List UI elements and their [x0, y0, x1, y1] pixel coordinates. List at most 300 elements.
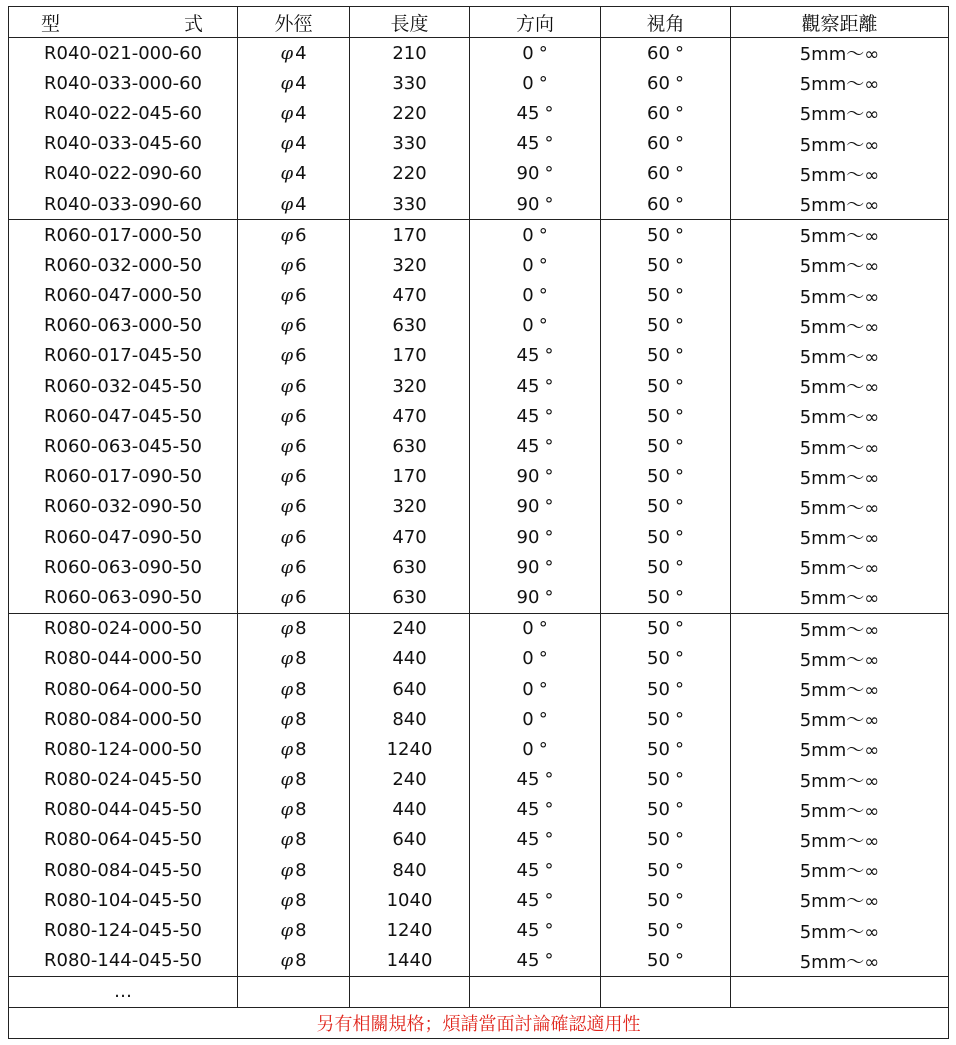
- degree-symbol: °: [674, 889, 684, 911]
- direction-cell: [470, 734, 601, 764]
- phi-symbol: φ: [280, 769, 294, 791]
- phi-symbol: φ: [280, 496, 294, 518]
- model-cell: R060-017-045-50: [9, 341, 238, 371]
- direction-value: 0: [522, 285, 534, 307]
- view-angle-cell: [601, 613, 731, 644]
- direction-cell: [470, 431, 601, 461]
- length-cell: 170: [350, 220, 470, 251]
- degree-symbol: °: [538, 648, 548, 670]
- table-row: [9, 38, 949, 69]
- degree-symbol: °: [674, 102, 684, 124]
- degree-symbol: °: [544, 133, 554, 155]
- direction-cell: [470, 220, 601, 251]
- direction-cell: [470, 341, 601, 371]
- diameter-cell: [238, 38, 350, 69]
- diameter-cell: [238, 431, 350, 461]
- view-angle-value: 60: [647, 133, 670, 155]
- header-length: 長度: [350, 7, 470, 38]
- table-row: [9, 431, 949, 461]
- degree-symbol: °: [544, 466, 554, 488]
- view-angle-value: 50: [647, 375, 670, 397]
- direction-value: 90: [516, 193, 540, 215]
- empty-cell: [731, 976, 949, 1007]
- diameter-value: 6: [295, 526, 307, 548]
- degree-symbol: °: [538, 678, 548, 700]
- length-cell: 330: [350, 129, 470, 159]
- table-row: [9, 885, 949, 915]
- view-angle-value: 60: [647, 72, 670, 94]
- degree-symbol: °: [538, 618, 548, 640]
- distance-cell: 5mm～∞: [731, 220, 949, 251]
- view-angle-value: 50: [647, 436, 670, 458]
- degree-symbol: °: [674, 193, 684, 215]
- view-angle-cell: [601, 250, 731, 280]
- model-cell: R060-032-045-50: [9, 371, 238, 401]
- view-angle-cell: [601, 552, 731, 582]
- view-angle-value: 50: [647, 648, 670, 670]
- header-distance: 觀察距離: [731, 7, 949, 38]
- view-angle-value: 50: [647, 405, 670, 427]
- model-cell: R080-064-000-50: [9, 674, 238, 704]
- view-angle-value: 50: [647, 950, 670, 972]
- direction-cell: [470, 552, 601, 582]
- diameter-cell: [238, 522, 350, 552]
- degree-symbol: °: [674, 526, 684, 548]
- direction-cell: [470, 311, 601, 341]
- direction-cell: [470, 189, 601, 220]
- degree-symbol: °: [538, 738, 548, 760]
- model-cell: R080-064-045-50: [9, 825, 238, 855]
- length-cell: 440: [350, 795, 470, 825]
- diameter-cell: [238, 68, 350, 98]
- direction-cell: [470, 98, 601, 128]
- model-cell: R080-084-000-50: [9, 704, 238, 734]
- diameter-cell: [238, 582, 350, 613]
- model-cell: R040-022-090-60: [9, 159, 238, 189]
- degree-symbol: °: [674, 799, 684, 821]
- table-row: [9, 250, 949, 280]
- direction-value: 0: [522, 254, 534, 276]
- table-row: [9, 825, 949, 855]
- phi-symbol: φ: [280, 799, 294, 821]
- phi-symbol: φ: [280, 526, 294, 548]
- length-cell: 320: [350, 250, 470, 280]
- diameter-value: 6: [295, 556, 307, 578]
- table-row: [9, 915, 949, 945]
- degree-symbol: °: [674, 496, 684, 518]
- length-cell: 470: [350, 401, 470, 431]
- phi-symbol: φ: [280, 466, 294, 488]
- diameter-cell: [238, 462, 350, 492]
- view-angle-value: 50: [647, 224, 670, 246]
- length-cell: 220: [350, 98, 470, 128]
- diameter-cell: [238, 674, 350, 704]
- diameter-value: 6: [295, 586, 307, 608]
- view-angle-cell: [601, 311, 731, 341]
- phi-symbol: φ: [280, 102, 294, 124]
- distance-cell: 5mm～∞: [731, 734, 949, 764]
- diameter-cell: [238, 189, 350, 220]
- header-model: [9, 7, 238, 38]
- diameter-value: 4: [295, 193, 307, 215]
- diameter-cell: [238, 825, 350, 855]
- direction-value: 45: [516, 436, 540, 458]
- degree-symbol: °: [674, 405, 684, 427]
- view-angle-value: 50: [647, 708, 670, 730]
- phi-symbol: φ: [280, 618, 294, 640]
- diameter-cell: [238, 371, 350, 401]
- view-angle-cell: [601, 674, 731, 704]
- length-cell: 470: [350, 281, 470, 311]
- diameter-cell: [238, 734, 350, 764]
- view-angle-cell: [601, 825, 731, 855]
- diameter-cell: [238, 311, 350, 341]
- phi-symbol: φ: [280, 193, 294, 215]
- degree-symbol: °: [544, 769, 554, 791]
- table-row: [9, 552, 949, 582]
- direction-cell: [470, 492, 601, 522]
- distance-cell: 5mm～∞: [731, 189, 949, 220]
- direction-value: 45: [516, 920, 540, 942]
- direction-value: 0: [522, 618, 534, 640]
- distance-cell: 5mm～∞: [731, 946, 949, 977]
- diameter-cell: [238, 915, 350, 945]
- note-text: 另有相關規格；煩請當面討論確認適用性: [9, 1008, 949, 1039]
- degree-symbol: °: [674, 285, 684, 307]
- distance-cell: 5mm～∞: [731, 371, 949, 401]
- phi-symbol: φ: [280, 163, 294, 185]
- view-angle-cell: [601, 371, 731, 401]
- length-cell: 240: [350, 613, 470, 644]
- view-angle-value: 60: [647, 102, 670, 124]
- empty-cell: [350, 976, 470, 1007]
- table-row: [9, 68, 949, 98]
- model-cell: R060-032-000-50: [9, 250, 238, 280]
- view-angle-cell: [601, 462, 731, 492]
- model-cell: R040-033-000-60: [9, 68, 238, 98]
- model-cell: R080-124-045-50: [9, 915, 238, 945]
- direction-value: 0: [522, 315, 534, 337]
- view-angle-cell: [601, 98, 731, 128]
- length-cell: 220: [350, 159, 470, 189]
- direction-value: 90: [516, 586, 540, 608]
- direction-cell: [470, 159, 601, 189]
- length-cell: 630: [350, 552, 470, 582]
- view-angle-cell: [601, 159, 731, 189]
- diameter-value: 8: [295, 738, 307, 760]
- phi-symbol: φ: [280, 315, 294, 337]
- view-angle-value: 50: [647, 769, 670, 791]
- table-row: [9, 462, 949, 492]
- empty-cell: [470, 976, 601, 1007]
- phi-symbol: φ: [280, 285, 294, 307]
- direction-value: 90: [516, 163, 540, 185]
- model-cell: R060-047-000-50: [9, 281, 238, 311]
- table-row: [9, 98, 949, 128]
- spec-table: [8, 6, 949, 1039]
- diameter-value: 6: [295, 405, 307, 427]
- view-angle-cell: [601, 189, 731, 220]
- note-row: [9, 1008, 949, 1039]
- model-cell: R080-144-045-50: [9, 946, 238, 977]
- diameter-value: 6: [295, 315, 307, 337]
- distance-cell: 5mm～∞: [731, 38, 949, 69]
- model-cell: R080-124-000-50: [9, 734, 238, 764]
- direction-cell: [470, 765, 601, 795]
- direction-value: 45: [516, 799, 540, 821]
- table-row: [9, 795, 949, 825]
- model-cell: R080-084-045-50: [9, 855, 238, 885]
- length-cell: 210: [350, 38, 470, 69]
- view-angle-cell: [601, 401, 731, 431]
- degree-symbol: °: [674, 829, 684, 851]
- view-angle-cell: [601, 522, 731, 552]
- distance-cell: 5mm～∞: [731, 613, 949, 644]
- diameter-cell: [238, 98, 350, 128]
- direction-value: 90: [516, 556, 540, 578]
- view-angle-cell: [601, 795, 731, 825]
- diameter-cell: [238, 129, 350, 159]
- diameter-value: 6: [295, 496, 307, 518]
- length-cell: 840: [350, 704, 470, 734]
- diameter-value: 8: [295, 769, 307, 791]
- direction-value: 45: [516, 375, 540, 397]
- diameter-cell: [238, 946, 350, 977]
- degree-symbol: °: [674, 72, 684, 94]
- view-angle-value: 50: [647, 254, 670, 276]
- phi-symbol: φ: [280, 678, 294, 700]
- direction-cell: [470, 795, 601, 825]
- phi-symbol: φ: [280, 72, 294, 94]
- diameter-value: 6: [295, 436, 307, 458]
- degree-symbol: °: [538, 42, 548, 64]
- distance-cell: 5mm～∞: [731, 552, 949, 582]
- degree-symbol: °: [674, 375, 684, 397]
- distance-cell: 5mm～∞: [731, 431, 949, 461]
- direction-cell: [470, 644, 601, 674]
- degree-symbol: °: [544, 920, 554, 942]
- view-angle-cell: [601, 341, 731, 371]
- phi-symbol: φ: [280, 42, 294, 64]
- table-row: [9, 613, 949, 644]
- degree-symbol: °: [674, 769, 684, 791]
- degree-symbol: °: [538, 708, 548, 730]
- diameter-cell: [238, 250, 350, 280]
- direction-cell: [470, 885, 601, 915]
- direction-cell: [470, 704, 601, 734]
- direction-value: 45: [516, 133, 540, 155]
- phi-symbol: φ: [280, 436, 294, 458]
- view-angle-cell: [601, 765, 731, 795]
- header-model-right: 式: [183, 12, 203, 35]
- view-angle-cell: [601, 68, 731, 98]
- degree-symbol: °: [544, 586, 554, 608]
- distance-cell: 5mm～∞: [731, 522, 949, 552]
- diameter-cell: [238, 492, 350, 522]
- length-cell: 470: [350, 522, 470, 552]
- length-cell: 1040: [350, 885, 470, 915]
- phi-symbol: φ: [280, 345, 294, 367]
- model-cell: R060-063-090-50: [9, 552, 238, 582]
- degree-symbol: °: [674, 224, 684, 246]
- model-cell: R060-063-090-50: [9, 582, 238, 613]
- view-angle-value: 50: [647, 920, 670, 942]
- table-row: [9, 765, 949, 795]
- distance-cell: 5mm～∞: [731, 915, 949, 945]
- degree-symbol: °: [544, 163, 554, 185]
- degree-symbol: °: [544, 405, 554, 427]
- degree-symbol: °: [674, 586, 684, 608]
- diameter-cell: [238, 613, 350, 644]
- direction-cell: [470, 401, 601, 431]
- diameter-value: 6: [295, 466, 307, 488]
- degree-symbol: °: [674, 42, 684, 64]
- diameter-cell: [238, 220, 350, 251]
- view-angle-cell: [601, 946, 731, 977]
- header-direction: 方向: [470, 7, 601, 38]
- distance-cell: 5mm～∞: [731, 855, 949, 885]
- table-row: [9, 492, 949, 522]
- direction-cell: [470, 613, 601, 644]
- direction-cell: [470, 674, 601, 704]
- degree-symbol: °: [674, 678, 684, 700]
- length-cell: 170: [350, 341, 470, 371]
- empty-cell: [238, 976, 350, 1007]
- diameter-value: 8: [295, 618, 307, 640]
- view-angle-cell: [601, 38, 731, 69]
- degree-symbol: °: [544, 556, 554, 578]
- distance-cell: 5mm～∞: [731, 462, 949, 492]
- distance-cell: 5mm～∞: [731, 704, 949, 734]
- length-cell: 320: [350, 371, 470, 401]
- phi-symbol: φ: [280, 224, 294, 246]
- degree-symbol: °: [674, 163, 684, 185]
- diameter-value: 8: [295, 799, 307, 821]
- length-cell: 440: [350, 644, 470, 674]
- view-angle-value: 50: [647, 738, 670, 760]
- direction-value: 45: [516, 889, 540, 911]
- distance-cell: 5mm～∞: [731, 401, 949, 431]
- model-cell: R060-047-045-50: [9, 401, 238, 431]
- direction-value: 45: [516, 950, 540, 972]
- direction-cell: [470, 462, 601, 492]
- length-cell: 240: [350, 765, 470, 795]
- view-angle-cell: [601, 582, 731, 613]
- direction-cell: [470, 371, 601, 401]
- direction-cell: [470, 129, 601, 159]
- diameter-cell: [238, 704, 350, 734]
- view-angle-value: 50: [647, 285, 670, 307]
- model-cell: R080-024-000-50: [9, 613, 238, 644]
- table-row: [9, 189, 949, 220]
- degree-symbol: °: [674, 618, 684, 640]
- phi-symbol: φ: [280, 375, 294, 397]
- degree-symbol: °: [674, 950, 684, 972]
- diameter-cell: [238, 885, 350, 915]
- direction-cell: [470, 915, 601, 945]
- view-angle-value: 50: [647, 618, 670, 640]
- direction-value: 90: [516, 466, 540, 488]
- view-angle-value: 50: [647, 315, 670, 337]
- diameter-cell: [238, 795, 350, 825]
- table-row: [9, 371, 949, 401]
- degree-symbol: °: [674, 556, 684, 578]
- table-row: [9, 582, 949, 613]
- direction-value: 0: [522, 648, 534, 670]
- view-angle-value: 50: [647, 799, 670, 821]
- distance-cell: 5mm～∞: [731, 68, 949, 98]
- diameter-value: 4: [295, 72, 307, 94]
- direction-value: 45: [516, 405, 540, 427]
- view-angle-value: 60: [647, 42, 670, 64]
- length-cell: 640: [350, 674, 470, 704]
- degree-symbol: °: [544, 859, 554, 881]
- view-angle-value: 50: [647, 556, 670, 578]
- table-row: [9, 644, 949, 674]
- diameter-value: 6: [295, 345, 307, 367]
- view-angle-cell: [601, 855, 731, 885]
- diameter-cell: [238, 765, 350, 795]
- direction-value: 0: [522, 678, 534, 700]
- distance-cell: 5mm～∞: [731, 825, 949, 855]
- model-cell: R080-044-000-50: [9, 644, 238, 674]
- view-angle-value: 50: [647, 889, 670, 911]
- ellipsis-row: [9, 976, 949, 1007]
- distance-cell: 5mm～∞: [731, 159, 949, 189]
- distance-cell: 5mm～∞: [731, 281, 949, 311]
- degree-symbol: °: [674, 345, 684, 367]
- direction-value: 45: [516, 102, 540, 124]
- header-diameter: 外徑: [238, 7, 350, 38]
- view-angle-value: 50: [647, 586, 670, 608]
- distance-cell: 5mm～∞: [731, 674, 949, 704]
- view-angle-value: 50: [647, 466, 670, 488]
- degree-symbol: °: [544, 829, 554, 851]
- degree-symbol: °: [544, 102, 554, 124]
- direction-cell: [470, 522, 601, 552]
- degree-symbol: °: [538, 72, 548, 94]
- table-row: [9, 704, 949, 734]
- model-cell: R060-017-090-50: [9, 462, 238, 492]
- direction-cell: [470, 582, 601, 613]
- direction-value: 45: [516, 859, 540, 881]
- phi-symbol: φ: [280, 859, 294, 881]
- degree-symbol: °: [674, 254, 684, 276]
- table-row: [9, 855, 949, 885]
- degree-symbol: °: [674, 315, 684, 337]
- phi-symbol: φ: [280, 950, 294, 972]
- direction-cell: [470, 825, 601, 855]
- view-angle-value: 60: [647, 193, 670, 215]
- view-angle-cell: [601, 129, 731, 159]
- degree-symbol: °: [544, 436, 554, 458]
- degree-symbol: °: [674, 708, 684, 730]
- diameter-value: 6: [295, 375, 307, 397]
- diameter-value: 6: [295, 224, 307, 246]
- direction-cell: [470, 281, 601, 311]
- diameter-cell: [238, 644, 350, 674]
- degree-symbol: °: [544, 889, 554, 911]
- diameter-cell: [238, 401, 350, 431]
- phi-symbol: φ: [280, 586, 294, 608]
- length-cell: 630: [350, 431, 470, 461]
- model-cell: R040-033-045-60: [9, 129, 238, 159]
- diameter-cell: [238, 552, 350, 582]
- direction-cell: [470, 38, 601, 69]
- phi-symbol: φ: [280, 648, 294, 670]
- diameter-cell: [238, 341, 350, 371]
- view-angle-cell: [601, 734, 731, 764]
